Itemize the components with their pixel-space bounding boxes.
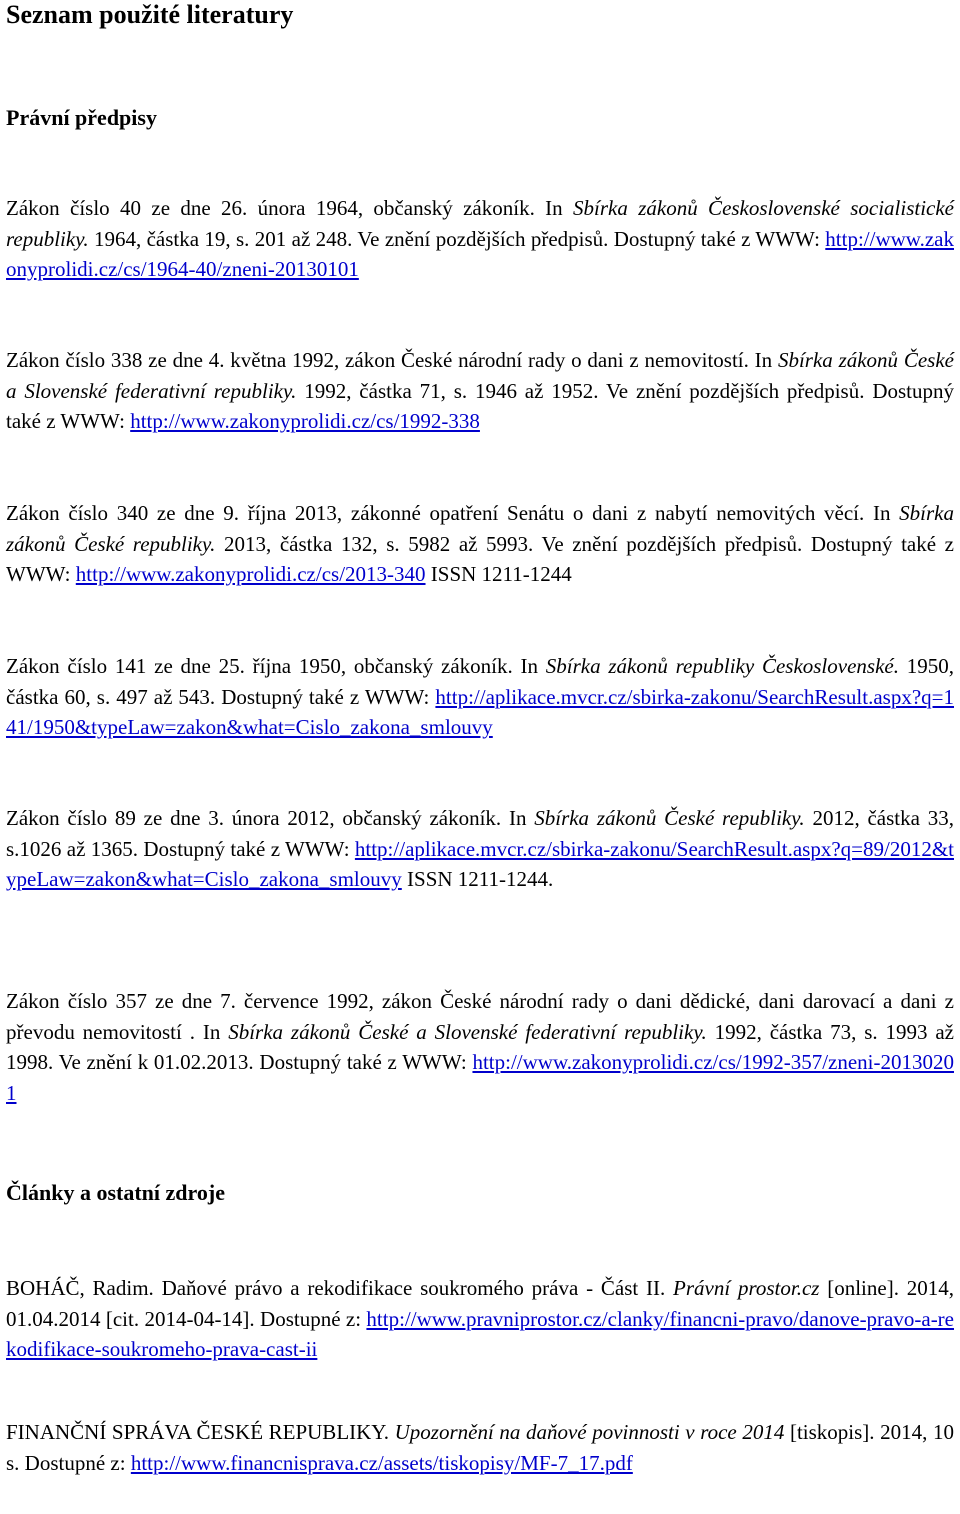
reference-source-title: Sbírka zákonů České republiky. [534, 806, 805, 830]
reference-entry [6, 986, 954, 1108]
reference-source-title: Sbírka zákonů České a Slovenské federativní republiky. [6, 348, 954, 403]
reference-source-title: Sbírka zákonů České republiky. [6, 501, 954, 556]
reference-entry [6, 651, 954, 743]
reference-text: 1964, částka 19, s. 201 až 248. Ve znění pozdějších předpisů. Dostupný také z WWW: [88, 226, 826, 251]
reference-text: Zákon číslo 40 ze dne 26. února 1964, občanský zákoník. In [6, 196, 574, 220]
reference-entry [6, 803, 954, 895]
section-heading-legal: Právní předpisy [6, 105, 157, 130]
reference-link[interactable]: http://aplikace.mvcr.cz/sbirka-zakonu/SearchResult.aspx?q=89/2012&typeLaw=zakon&what=Cislo_zakona_smlouvy [6, 836, 954, 892]
reference-text: Zákon číslo 338 ze dne 4. května 1992, zákon České národní rady o dani z nemovitostí. In [6, 348, 778, 372]
reference-source-title: Upozornění na daňové povinnosti v roce 2014 [394, 1420, 785, 1444]
reference-source-title: Sbírka zákonů České a Slovenské federativní republiky. [228, 1019, 707, 1044]
reference-source-title: Sbírka zákonů Československé socialistické republiky. [6, 196, 955, 251]
reference-source-title: Sbírka zákonů republiky Československé. [545, 654, 899, 678]
reference-link[interactable]: http://aplikace.mvcr.cz/sbirka-zakonu/SearchResult.aspx?q=141/1950&typeLaw=zakon&what=Cislo_zakona_smlouvy [6, 684, 954, 740]
reference-text: [online]. 2014, 01.04.2014 [cit. 2014-04-14]. Dostupné z: [6, 1276, 954, 1331]
page-title: Seznam použité literatury [6, 0, 294, 29]
reference-link[interactable]: http://www.pravniprostor.cz/clanky/financni-pravo/danove-pravo-a-rekodifikace-soukromeho-prava-cast-ii [6, 1306, 954, 1362]
reference-link[interactable]: http://www.zakonyprolidi.cz/cs/1992-357/zneni-20130201 [6, 1050, 954, 1105]
reference-entry [6, 345, 954, 437]
reference-entry [6, 193, 954, 285]
reference-text: Zákon číslo 357 ze dne 7. července 1992, zákon České národní rady o dani dědické, dani darovací a dani z převodu nemovitostí . In [6, 989, 954, 1044]
reference-link[interactable]: http://www.zakonyprolidi.cz/cs/1964-40/zneni-20130101 [6, 226, 954, 282]
reference-text: 1992, částka 73, s. 1993 až 1998. Ve znění k 01.02.2013. Dostupný také z WWW: [6, 1019, 954, 1075]
reference-link[interactable]: http://www.financnisprava.cz/assets/tiskopisy/MF-7_17.pdf [130, 1450, 633, 1475]
reference-entry [6, 1273, 954, 1365]
reference-entry [6, 1417, 954, 1478]
reference-text: Zákon číslo 141 ze dne 25. října 1950, občanský zákoník. In [6, 654, 546, 678]
reference-link[interactable]: http://www.zakonyprolidi.cz/cs/1992-338 [130, 409, 480, 434]
section-heading-articles: Články a ostatní zdroje [6, 1180, 225, 1205]
reference-text: 2013, částka 132, s. 5982 až 5993. Ve znění pozdějších předpisů. Dostupný také z WWW: [6, 531, 954, 587]
reference-text: Zákon číslo 89 ze dne 3. února 2012, občanský zákoník. In [6, 806, 535, 830]
reference-text: BOHÁČ, Radim. Daňové právo a rekodifikace soukromého práva - Část II. [6, 1276, 674, 1300]
reference-link[interactable]: http://www.zakonyprolidi.cz/cs/2013-340 [75, 562, 426, 587]
reference-text: 1950, částka 60, s. 497 až 543. Dostupný také z WWW: [6, 654, 955, 709]
reference-text: FINANČNÍ SPRÁVA ČESKÉ REPUBLIKY. [6, 1420, 395, 1444]
reference-text: 2012, částka 33, s.1026 až 1365. Dostupný také z WWW: [6, 806, 954, 861]
reference-source-title: Právní prostor.cz [673, 1276, 820, 1300]
reference-text: Zákon číslo 340 ze dne 9. října 2013, zákonné opatření Senátu o dani z nabytí nemovitých věcí. In [6, 501, 900, 525]
reference-text: 1992, částka 71, s. 1946 až 1952. Ve znění pozdějších předpisů. Dostupný také z WWW: [6, 378, 954, 434]
reference-text: ISSN 1211-1244. [401, 867, 554, 892]
reference-text: [tiskopis]. 2014, 10 s. Dostupné z: [6, 1420, 954, 1475]
reference-text: ISSN 1211-1244 [425, 562, 572, 587]
reference-entry [6, 498, 954, 590]
